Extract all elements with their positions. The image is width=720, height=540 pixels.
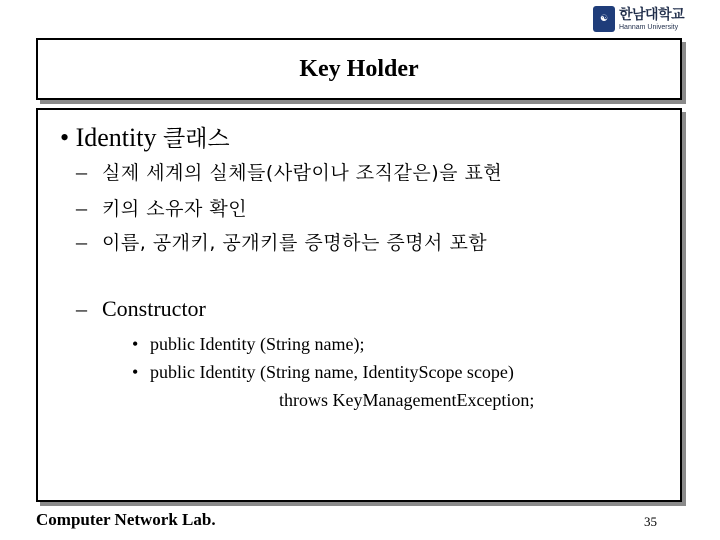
content-box bbox=[36, 108, 682, 502]
sub-bullet bbox=[76, 194, 247, 221]
constructor-label: Constructor bbox=[102, 296, 206, 321]
sub-bullet-text: 이름, 공개키, 공개키를 증명하는 증명서 포함 bbox=[102, 232, 488, 254]
bullet-text-en: Identity bbox=[75, 123, 157, 152]
constructor-throws: throws KeyManagementException; bbox=[279, 390, 535, 410]
sub-bullet-text: 키의 소유자 확인 bbox=[102, 198, 248, 220]
bullet-marker: • bbox=[60, 123, 70, 152]
constructor-bullet bbox=[76, 296, 206, 322]
title-box bbox=[36, 38, 682, 100]
logo-name-english: Hannam University bbox=[619, 23, 679, 31]
sub-bullet-text: 실제 세계의 실체들(사람이나 조직같은)을 표현 bbox=[102, 162, 503, 184]
constructor-item bbox=[132, 334, 364, 355]
constructor-item bbox=[132, 362, 514, 383]
university-logo bbox=[593, 4, 689, 34]
constructor-signature: public Identity (String name); bbox=[150, 334, 365, 354]
constructor-signature: public Identity (String name, IdentityScope scope) bbox=[150, 362, 514, 382]
dash-marker: – bbox=[76, 296, 87, 321]
footer-lab-name: Computer Network Lab. bbox=[36, 510, 216, 529]
slide-title: Key Holder bbox=[299, 56, 419, 82]
dash-marker: – bbox=[76, 159, 87, 184]
logo-name-korean: 한남대학교 bbox=[619, 6, 685, 23]
dash-marker: – bbox=[76, 195, 87, 220]
dash-marker: – bbox=[76, 229, 87, 254]
bullet-text-ko: 클래스 bbox=[162, 126, 230, 152]
dot-marker: • bbox=[132, 334, 139, 354]
page-number: 35 bbox=[644, 514, 657, 529]
sub-bullet bbox=[76, 228, 487, 255]
dot-marker: • bbox=[132, 362, 139, 382]
main-bullet bbox=[60, 120, 230, 153]
sub-bullet bbox=[76, 158, 502, 185]
university-emblem-icon: ☯ bbox=[593, 6, 615, 32]
